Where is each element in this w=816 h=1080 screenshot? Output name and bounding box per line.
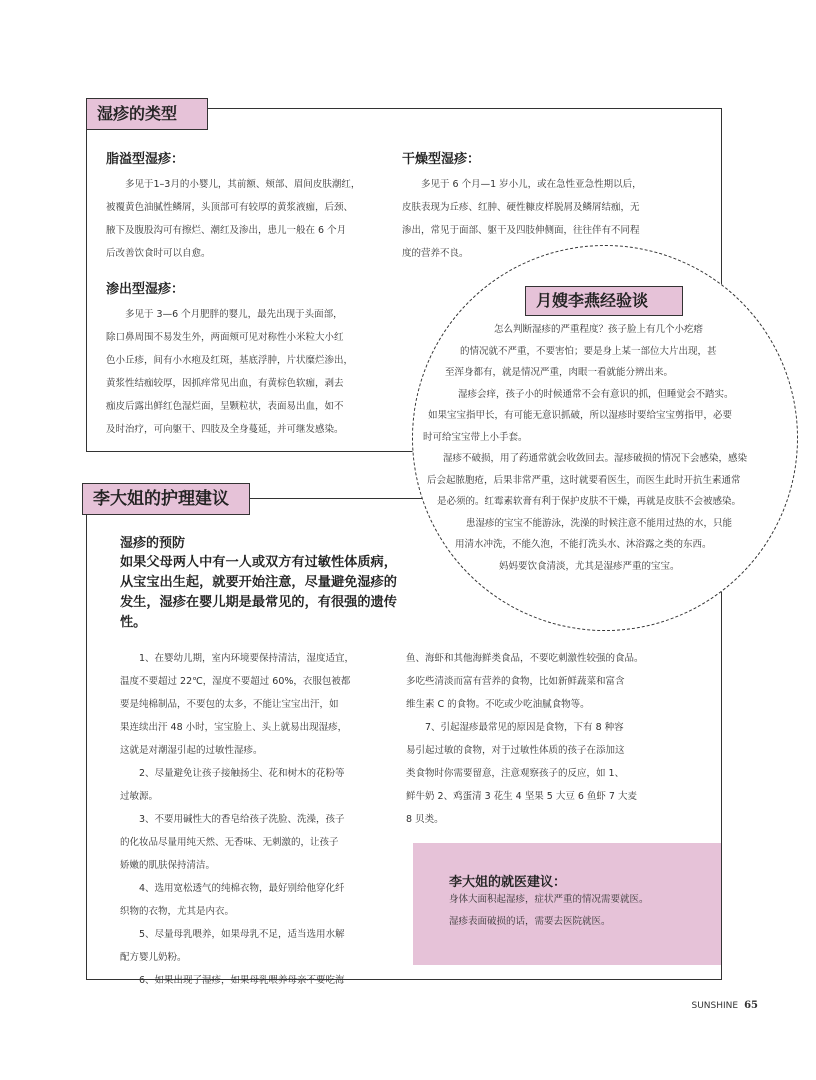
- doctor-advice-line: 湿疹表面破损的话，需要去医院就医。: [449, 916, 611, 927]
- care-line: 过敏源。: [120, 791, 159, 802]
- type-dry-line: 皮肤表现为丘疹、红肿、硬性糠皮样脱屑及鳞屑结痂，无: [402, 202, 640, 213]
- type-exudative-title: 渗出型湿疹：: [106, 282, 185, 297]
- type-exudative-line: 多见于 3—6 个月肥胖的婴儿，最先出现于头面部，: [125, 309, 343, 320]
- type-exudative-line: 痂皮后露出鲜红色湿烂面，呈颗粒状，表面易出血，如不: [106, 401, 344, 412]
- experience-line: 是必须的。红霉素软膏有利于保护皮肤不干燥，再就是皮肤不会被感染。: [437, 496, 742, 507]
- type-seborrheic: [106, 148, 380, 265]
- type-seborrheic-line: 被覆黄色油腻性鳞屑，头顶部可有较厚的黄浆液痂，后颈、: [106, 202, 354, 213]
- prevention-line: 如果父母两人中有一人或双方有过敏性体质病，: [120, 555, 397, 570]
- experience-tag: 月嫂李燕经验谈: [525, 286, 683, 316]
- care-line: 果连续出汗 48 小时，宝宝脸上、头上就易出现湿疹，: [120, 722, 348, 733]
- type-dry: [402, 148, 684, 265]
- type-exudative-line: 及时治疗，可向躯干、四肢及全身蔓延，并可继发感染。: [106, 424, 344, 435]
- care-line: 8 贝类。: [406, 814, 444, 825]
- type-seborrheic-line: 后改善饮食时可以自愈。: [106, 248, 211, 259]
- prevention-line: 发生，湿疹在婴儿期是最常见的，有很强的遗传: [120, 595, 397, 610]
- type-seborrheic-line: 多见于1–3月的小婴儿，其前额、颊部、眉间皮肤潮红，: [125, 179, 361, 190]
- type-dry-line: 渗出，常见于面部、躯干及四肢伸侧面，往往伴有不同程: [402, 225, 640, 236]
- type-dry-line: 度的营养不良。: [402, 248, 469, 259]
- experience-line: 湿疹不破损，用了药通常就会收敛回去。湿疹破损的情况下会感染，感染: [443, 453, 748, 464]
- care-line: 鱼、海虾和其他海鲜类食品，不要吃刺激性较强的食品。: [406, 653, 644, 664]
- care-line: 7、引起湿疹最常见的原因是食物，下有 8 种容: [425, 722, 624, 733]
- care-line: 温度不要超过 22℃，湿度不要超过 60%，衣服包被都: [120, 676, 351, 687]
- doctor-advice-box: [413, 843, 721, 965]
- care-line: 易引起过敏的食物，对于过敏性体质的孩子在添加这: [406, 745, 625, 756]
- type-seborrheic-title: 脂溢型湿疹：: [106, 152, 185, 167]
- experience-line: 时可给宝宝带上小手套。: [423, 432, 528, 443]
- care-line: 的化妆品尽量用纯天然、无香味、无刺激的，让孩子: [120, 837, 339, 848]
- experience-line: 患湿疹的宝宝不能游泳，洗澡的时候注意不能用过热的水，只能: [466, 518, 733, 529]
- doctor-advice-line: 身体大面积起湿疹，症状严重的情况需要就医。: [449, 894, 649, 905]
- experience-line: 湿疹会痒，孩子小的时候通常不会有意识的抓，但睡觉会不踏实。: [458, 389, 734, 400]
- footer-brand: SUNSHINE: [691, 1001, 739, 1011]
- prevention-text: [120, 553, 450, 633]
- page-footer: [691, 1000, 758, 1011]
- care-line: 这就是对潮湿引起的过敏性湿疹。: [120, 745, 263, 756]
- experience-line: 如果宝宝指甲长，有可能无意识抓破，所以湿疹时要给宝宝剪指甲，必要: [428, 410, 733, 421]
- page-number: 65: [744, 1000, 758, 1011]
- type-exudative: [106, 278, 382, 441]
- experience-line: 妈妈要饮食清淡，尤其是湿疹严重的宝宝。: [499, 561, 680, 572]
- care-line: 配方婴儿奶粉。: [120, 952, 187, 963]
- section2-tag: 李大姐的护理建议: [82, 483, 250, 515]
- care-line: 类食物时你需要留意，注意观察孩子的反应，如 1、: [406, 768, 625, 779]
- doctor-advice-title: 李大姐的就医建议：: [449, 875, 567, 890]
- care-line: 3、不要用碱性大的香皂给孩子洗脸、洗澡，孩子: [139, 814, 345, 825]
- care-line: 2、尽量避免让孩子接触扬尘、花和树木的花粉等: [139, 768, 345, 779]
- type-exudative-line: 除口鼻周围不易发生外，两面颊可见对称性小米粒大小红: [106, 332, 344, 343]
- experience-line: 的情况就不严重，不要害怕；要是身上某一部位大片出现，甚: [460, 346, 717, 357]
- type-exudative-line: 黄浆性结痂较厚，因抓痒常见出血，有黄棕色软痂，剥去: [106, 378, 344, 389]
- experience-line: 后会起脓胞疮，后果非常严重，这时就要看医生，而医生此时开抗生素通常: [427, 475, 741, 486]
- care-line: 娇嫩的肌肤保持清洁。: [120, 860, 216, 871]
- care-line: 1、在婴幼儿期，室内环境要保持清洁，湿度适宜，: [139, 653, 355, 664]
- prevention-block: [120, 532, 450, 633]
- care-line: 要是纯棉制品，不要包的太多，不能让宝宝出汗，如: [120, 699, 339, 710]
- prevention-line: 性。: [120, 615, 147, 630]
- care-line: 6、如果出现了湿疹，如果母乳喂养母亲不要吃海: [139, 975, 345, 986]
- experience-line: 至浑身都有，就是情况严重，肉眼一看就能分辨出来。: [445, 367, 674, 378]
- type-dry-title: 干燥型湿疹：: [402, 152, 481, 167]
- type-exudative-line: 色小丘疹，间有小水疱及红斑，基底浮肿，片状糜烂渗出，: [106, 355, 354, 366]
- care-line: 多吃些清淡而富有营养的食物，比如新鲜蔬菜和富含: [406, 676, 625, 687]
- experience-line: 用清水冲洗，不能久泡，不能打洗头水、沐浴露之类的东西。: [455, 539, 712, 550]
- care-right-column: [406, 647, 696, 831]
- type-dry-line: 多见于 6 个月—1 岁小儿，或在急性亚急性期以后，: [421, 179, 642, 190]
- care-line: 4、选用宽松透气的纯棉衣物，最好别给他穿化纤: [139, 883, 345, 894]
- care-left-column: [120, 647, 376, 992]
- type-seborrheic-line: 腋下及腹股沟可有擦烂、潮红及渗出，患儿一般在 6 个月: [106, 225, 347, 236]
- prevention-title: 湿疹的预防: [120, 536, 186, 551]
- experience-line: 怎么判断湿疹的严重程度？孩子脸上有几个小疙瘩: [494, 324, 704, 335]
- care-line: 鲜牛奶 2、鸡蛋清 3 花生 4 坚果 5 大豆 6 鱼虾 7 大麦: [406, 791, 637, 802]
- care-line: 5、尽量母乳喂养，如果母乳不足，适当选用水解: [139, 929, 345, 940]
- care-line: 维生素 C 的食物。不吃或少吃油腻食物等。: [406, 699, 590, 710]
- prevention-line: 从宝宝出生起，就要开始注意，尽量避免湿疹的: [120, 575, 397, 590]
- section1-tag: 湿疹的类型: [86, 98, 208, 130]
- care-line: 织物的衣物，尤其是内衣。: [120, 906, 235, 917]
